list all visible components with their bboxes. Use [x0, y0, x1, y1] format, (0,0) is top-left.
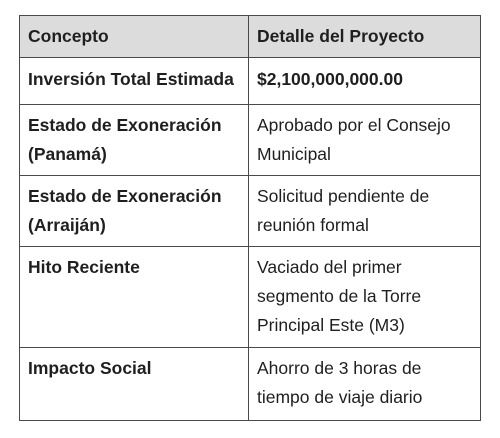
row-concept-cell: Inversión Total Estimada	[20, 58, 249, 105]
project-details-table	[19, 15, 481, 421]
table-row	[20, 176, 481, 247]
table-header-row	[20, 16, 481, 58]
row-concept-cell: Hito Reciente	[20, 247, 249, 348]
row-detail-cell: $2,100,000,000.00	[249, 58, 481, 105]
row-concept-cell: Estado de Exoneración (Arraiján)	[20, 176, 249, 247]
row-detail-cell: Ahorro de 3 horas de tiempo de viaje diario	[249, 348, 481, 421]
row-concept-cell: Estado de Exoneración (Panamá)	[20, 105, 249, 176]
row-detail-cell: Aprobado por el Consejo Municipal	[249, 105, 481, 176]
table-row	[20, 105, 481, 176]
row-detail-cell: Solicitud pendiente de reunión formal	[249, 176, 481, 247]
column-header-concepto: Concepto	[20, 16, 249, 58]
table-row	[20, 58, 481, 105]
column-header-detalle: Detalle del Proyecto	[249, 16, 481, 58]
table-row	[20, 348, 481, 421]
row-concept-cell: Impacto Social	[20, 348, 249, 421]
table-row	[20, 247, 481, 348]
row-detail-cell: Vaciado del primer segmento de la Torre Principal Este (M3)	[249, 247, 481, 348]
